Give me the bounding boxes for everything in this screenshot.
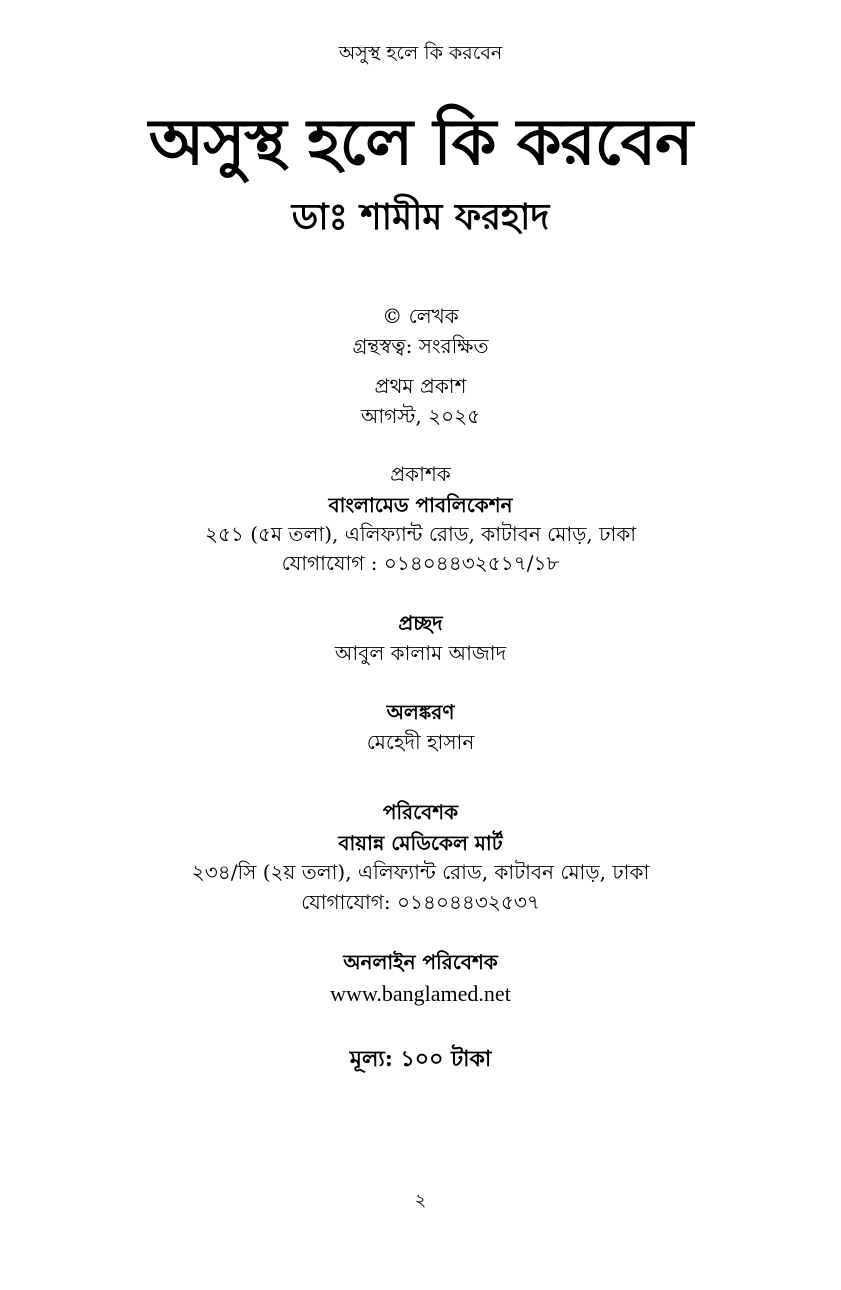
cover-label: প্রচ্ছদ bbox=[398, 611, 443, 635]
illustration-label: অলঙ্করণ bbox=[386, 700, 455, 724]
distributor-contact: যোগাযোগ: ০১৪০৪৪৩২৫৩৭ bbox=[301, 890, 540, 914]
publisher-contact: যোগাযোগ : ০১৪০৪৪৩২৫১৭/১৮ bbox=[281, 551, 560, 575]
copyright-rights: গ্রন্থস্বত্ব: সংরক্ষিত bbox=[352, 334, 489, 358]
book-title: অসুস্থ হলে কি করবেন bbox=[148, 105, 693, 180]
illustrator-name: মেহেদী হাসান bbox=[366, 730, 475, 754]
author-name: ডাঃ শামীম ফরহাদ bbox=[291, 196, 550, 238]
page-number: ২ bbox=[414, 1190, 427, 1211]
copyright-owner: © লেখক bbox=[382, 304, 459, 328]
price: মূল্য: ১০০ টাকা bbox=[349, 1046, 492, 1072]
online-distributor-label: অনলাইন পরিবেশক bbox=[343, 950, 498, 974]
first-edition-label: প্রথম প্রকাশ bbox=[374, 374, 467, 398]
first-edition-date: আগস্ট, ২০২৫ bbox=[360, 404, 481, 428]
distributor-name: বায়ান্ন মেডিকেল মার্ট bbox=[338, 831, 503, 855]
publisher-label: প্রকাশক bbox=[390, 462, 451, 486]
publisher-address: ২৫১ (৫ম তলা), এলিফ্যান্ট রোড, কাটাবন মোড়, ঢাকা bbox=[204, 522, 637, 546]
distributor-address: ২৩৪/সি (২য় তলা), এলিফ্যান্ট রোড, কাটাবন মোড়, ঢাকা bbox=[191, 860, 650, 884]
publisher-name: বাংলামেড পাবলিকেশন bbox=[328, 493, 513, 517]
online-distributor-url[interactable]: www.banglamed.net bbox=[330, 981, 511, 1006]
cover-artist: আবুল কালাম আজাদ bbox=[334, 641, 507, 665]
running-header: অসুস্থ হলে কি করবেন bbox=[338, 42, 503, 64]
distributor-label: পরিবেশক bbox=[382, 800, 459, 824]
